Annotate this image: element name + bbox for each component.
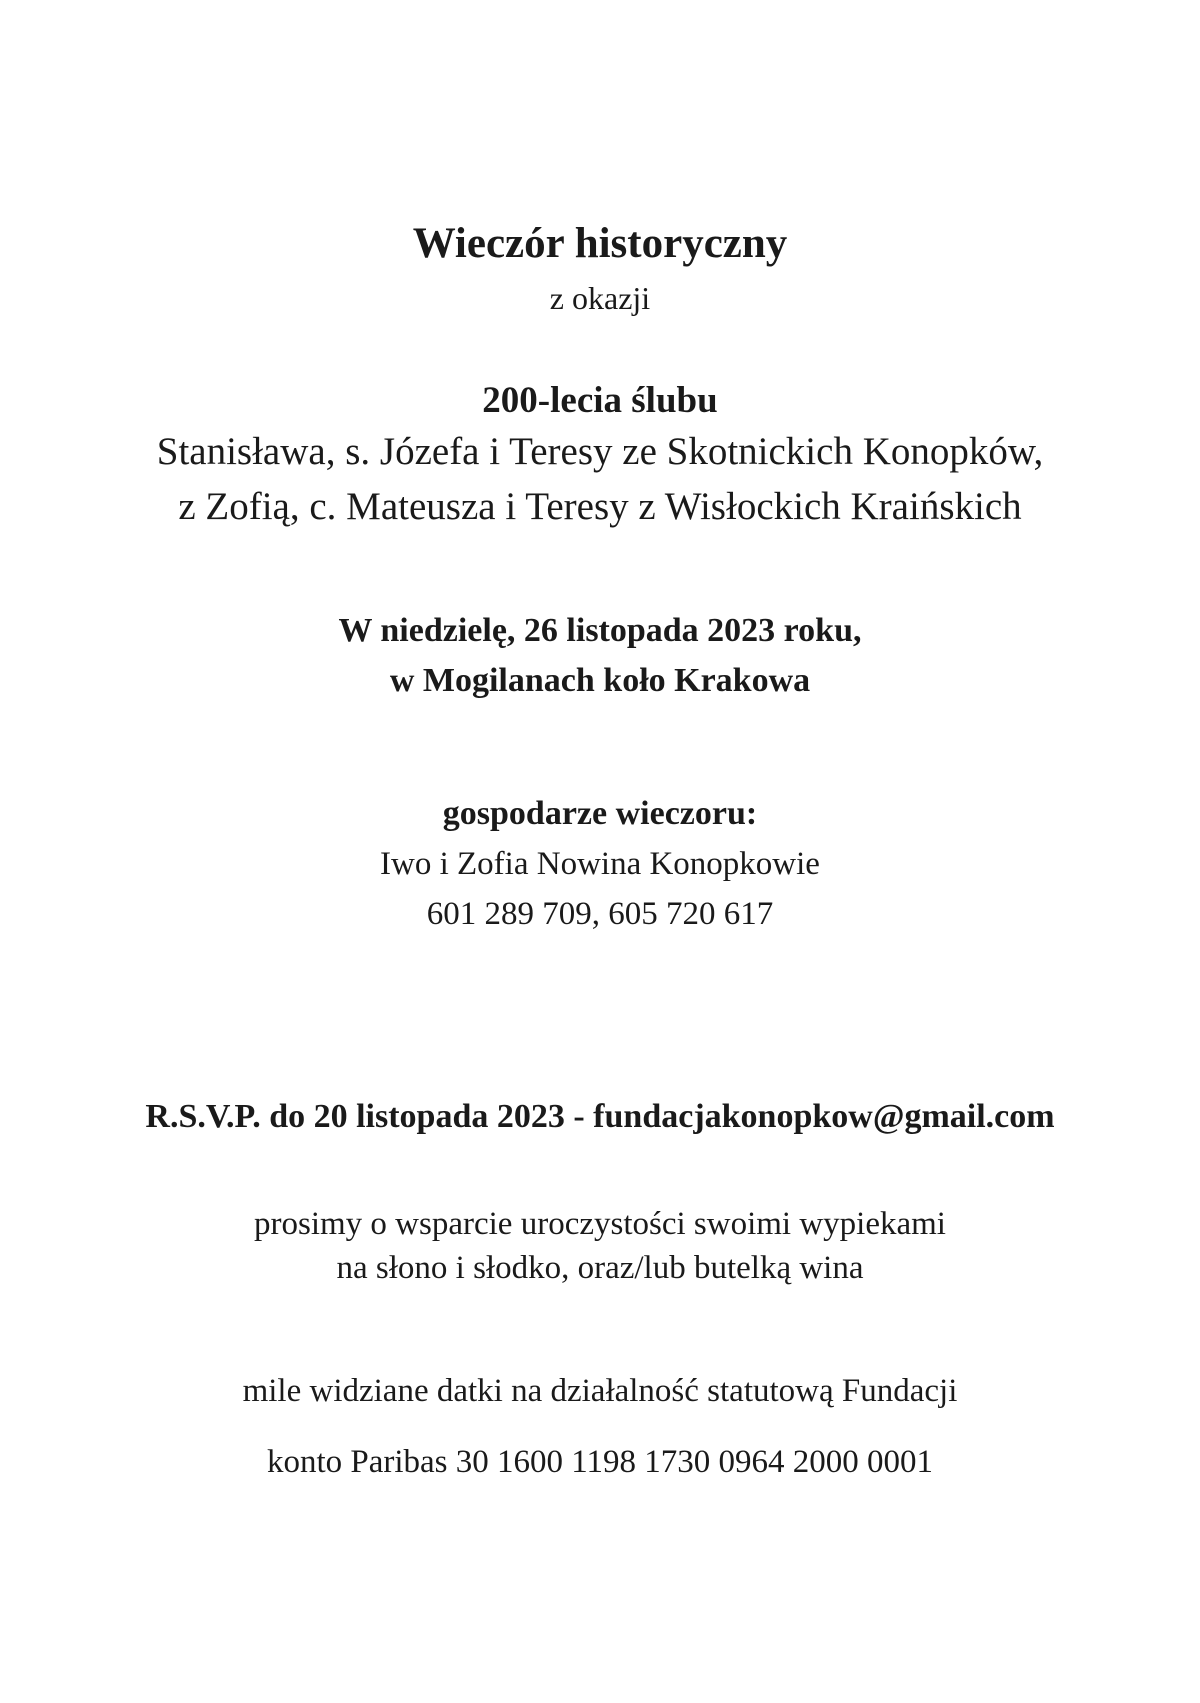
hosts-phones: 601 289 709, 605 720 617 — [426, 896, 774, 932]
couple-line-2: z Zofią, c. Mateusza i Teresy z Wisłockich Kraińskich — [178, 485, 1022, 528]
rsvp-line: R.S.V.P. do 20 listopada 2023 - fundacjakonopkow@gmail.com — [145, 1098, 1055, 1135]
event-location: w Mogilanach koło Krakowa — [389, 662, 811, 699]
couple-line-1: Stanisława, s. Józefa i Teresy ze Skotnickich Konopków, — [156, 430, 1044, 473]
event-date: W niedzielę, 26 listopada 2023 roku, — [338, 612, 862, 649]
donation-line: mile widziane datki na działalność statutową Fundacji — [242, 1373, 958, 1409]
hosts-names: Iwo i Zofia Nowina Konopkowie — [380, 846, 820, 882]
request-line-2: na słono i słodko, oraz/lub butelką wina — [336, 1250, 864, 1286]
anniversary-heading: 200-lecia ślubu — [482, 380, 718, 421]
request-line-1: prosimy o wsparcie uroczystości swoimi wypiekami — [254, 1206, 946, 1242]
invitation-title: Wieczór historyczny — [412, 220, 788, 267]
bank-account-line: konto Paribas 30 1600 1198 1730 0964 2000 0001 — [266, 1444, 934, 1480]
hosts-heading: gospodarze wieczoru: — [442, 795, 758, 832]
invitation-subtitle: z okazji — [549, 280, 651, 316]
